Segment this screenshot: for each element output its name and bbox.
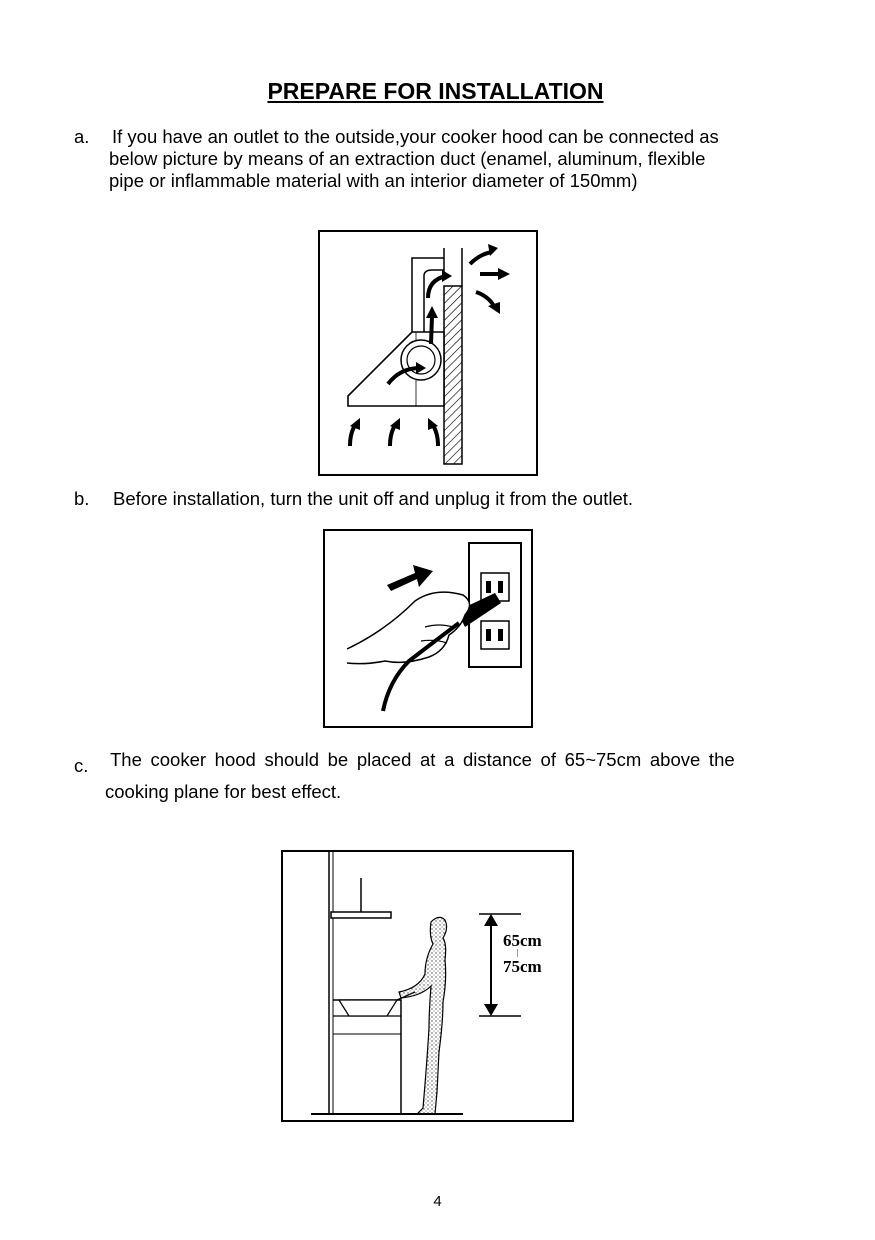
instruction-item-a [74, 126, 814, 196]
unplug-illustration [325, 531, 531, 726]
dimension-separator: | [517, 948, 519, 957]
instruction-item-c [74, 749, 814, 805]
item-text-line: Before installation, turn the unit off and unplug it from the outlet. [113, 488, 634, 509]
dimension-bottom-label: 75cm [503, 957, 542, 976]
item-text-line: cooking plane for best effect. [105, 781, 342, 802]
dimension-top-label: 65cm [503, 931, 542, 950]
person-silhouette [399, 917, 447, 1114]
instruction-item-b [74, 488, 814, 512]
item-text-line: If you have an outlet to the outside,your cooker hood can be connected as [112, 126, 719, 147]
cabinet [333, 1000, 401, 1114]
hood-height-illustration [283, 852, 572, 1120]
extraction-duct-illustration [320, 232, 536, 474]
hood-shelf [331, 912, 391, 918]
item-text-line: below picture by means of an extraction duct (enamel, aluminum, flexible [109, 148, 706, 169]
pan [339, 1000, 397, 1016]
item-text-line: pipe or inflammable material with an interior diameter of 150mm) [109, 170, 638, 191]
pull-arrow [387, 565, 433, 591]
figure-unplug [323, 529, 533, 728]
item-marker: b. [74, 488, 90, 509]
item-marker: c. [74, 755, 89, 776]
page-number: 4 [433, 1193, 442, 1210]
page-title: PREPARE FOR INSTALLATION [267, 78, 604, 104]
item-text-line: The cooker hood should be placed at a distance of 65~75cm above the [110, 749, 735, 770]
item-marker: a. [74, 126, 90, 147]
figure-hood-height [281, 850, 574, 1122]
figure-extraction-duct [318, 230, 538, 476]
wall-hatched [444, 286, 462, 464]
